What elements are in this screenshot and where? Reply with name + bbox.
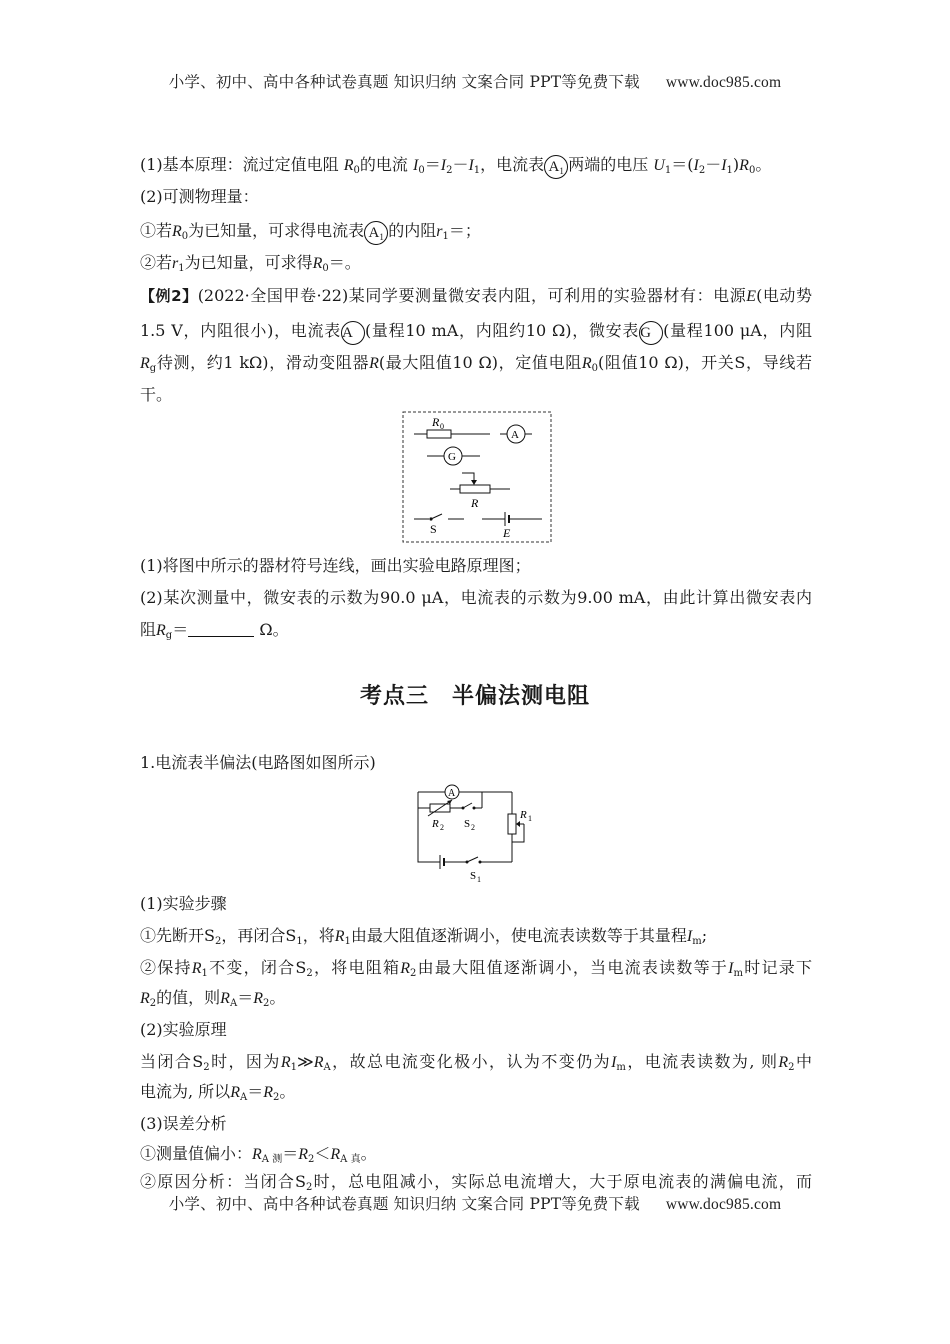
error-heading: (3)误差分析	[140, 1114, 227, 1133]
label-s2: S	[464, 818, 471, 830]
label-e: E	[503, 526, 511, 540]
resistor-r0	[414, 415, 490, 438]
page-footer	[0, 1192, 950, 1214]
label-r: R	[471, 496, 479, 510]
rheostat-r	[450, 473, 510, 510]
example-tag: 【例2】	[140, 287, 198, 305]
label-s2-sub: 2	[471, 823, 475, 832]
error-line-1: ①测量值偏小：$R_{A 测}=R_2<R_{A 真}$。	[140, 1144, 377, 1165]
question-1: (1)将图中所示的器材符号连线，画出实验电路原理图；	[140, 556, 531, 575]
label-a: A	[448, 788, 456, 799]
half-deflection-heading: 1.电流表半偏法(电路图如图所示)	[140, 753, 376, 772]
resistance-box-r2	[428, 800, 452, 832]
case-r0-known: ①若$R_0$为已知量，可求得电流表 $A_1$ 的内阻$r_1=$；	[140, 220, 812, 245]
label-r0: R	[432, 415, 440, 429]
label-g: G	[448, 451, 456, 463]
principle-heading: (2)实验原理	[140, 1020, 227, 1039]
label-r0-sub: 0	[440, 422, 444, 431]
footer-text: 小学、初中、高中各种试卷真题 知识归纳 文案合同 PPT等免费下载	[168, 1195, 640, 1213]
galvanometer	[427, 447, 480, 465]
label-r2-sub: 2	[440, 823, 444, 832]
principle-line-2: 电流为, 所以$R_A=R_2$。	[140, 1082, 296, 1103]
example2-line3: $R_g$待测，约1 kΩ)，滑动变阻器R(最大阻值10 Ω)，定值电阻$R_0$(阻值10 Ω)，开关S，导线若	[140, 353, 812, 374]
question-2-line2: 阻$R_g= \Omega$。	[140, 620, 289, 641]
measurable-heading: (2)可测物理量：	[140, 187, 259, 206]
step-1: ①先断开$S_2$，再闭合$S_1$，将$R_1$由最大阻值逐渐调小，使电流表读数等于其量程$I_m$;	[140, 926, 708, 947]
case-r1-known: ②若$r_1$为已知量，可求得$R_0=$。	[140, 253, 361, 274]
switch-s	[414, 514, 464, 536]
example2-line4: 干。	[140, 385, 173, 404]
label-a: A	[511, 429, 519, 441]
switch-s1	[466, 857, 482, 884]
section-title: 考点三 半偏法测电阻	[359, 684, 590, 709]
steps-heading: (1)实验步骤	[140, 894, 227, 913]
header-text: 小学、初中、高中各种试卷真题 知识归纳 文案合同 PPT等免费下载	[168, 73, 640, 91]
step-2-cont: $R_2$的值，则$R_A=R_2$。	[140, 988, 286, 1009]
label-r1-sub: 1	[528, 814, 532, 823]
principle-line-1: 当闭合$S_2$时，因为$R_1≫R_A$，故总电流变化极小，认为不变仍为$I_m$，电流表读数为, 则$R_2$中	[140, 1052, 812, 1073]
header-site: www.doc985.com	[665, 74, 782, 91]
label-r1: R	[520, 809, 527, 821]
ammeter-a1-symbol: $A_1$	[364, 221, 388, 245]
example2-line2: 1.5 V，内阻很小)，电流表A (量程10 mA，内阻约10 Ω)，微安表G (量程100 μA，内阻	[140, 320, 812, 345]
question-2-line1: (2)某次测量中，微安表的示数为90.0 μA，电流表的示数为9.00 mA，由此计算出微安表内	[140, 588, 812, 607]
step-2: ②保持$R_1$不变，闭合$S_2$，将电阻箱$R_2$由最大阻值逐渐调小，当电流表读数等于$I_m$时记录下	[140, 958, 812, 979]
switch-s2	[462, 803, 476, 832]
ammeter-symbol: A	[341, 321, 365, 345]
error-line-2: ②原因分析：当闭合$S_2$时，总电阻减小，实际总电流增大，大于原电流表的满偏电流，而	[140, 1172, 812, 1193]
principle-line: (1)基本原理：流过定值电阻 $R_0$的电流 $I_0=I_2-I_1$，电流表 $A_1$ 两端的电压 $U_1=(I_2-I_1)R_0$。	[140, 154, 812, 179]
page-header	[0, 70, 950, 92]
label-s1-sub: 1	[477, 875, 481, 884]
label-s: S	[430, 522, 437, 536]
label-r2: R	[432, 818, 439, 830]
half-deflection-circuit	[410, 780, 540, 884]
example2-line1: 【例2】(2022·全国甲卷·22)某同学要测量微安表内阻，可利用的实验器材有：电源E(电动势	[140, 286, 812, 305]
galvanometer-symbol: G	[639, 321, 663, 345]
footer-site: www.doc985.com	[665, 1196, 782, 1213]
battery	[440, 855, 444, 869]
battery-e	[482, 512, 542, 540]
ammeter-a1-symbol: $A_1$	[544, 155, 568, 179]
label-s1: S	[470, 870, 477, 882]
answer-blank[interactable]	[188, 620, 254, 637]
equipment-diagram	[402, 411, 552, 543]
ammeter	[500, 425, 532, 443]
ammeter	[445, 785, 459, 799]
